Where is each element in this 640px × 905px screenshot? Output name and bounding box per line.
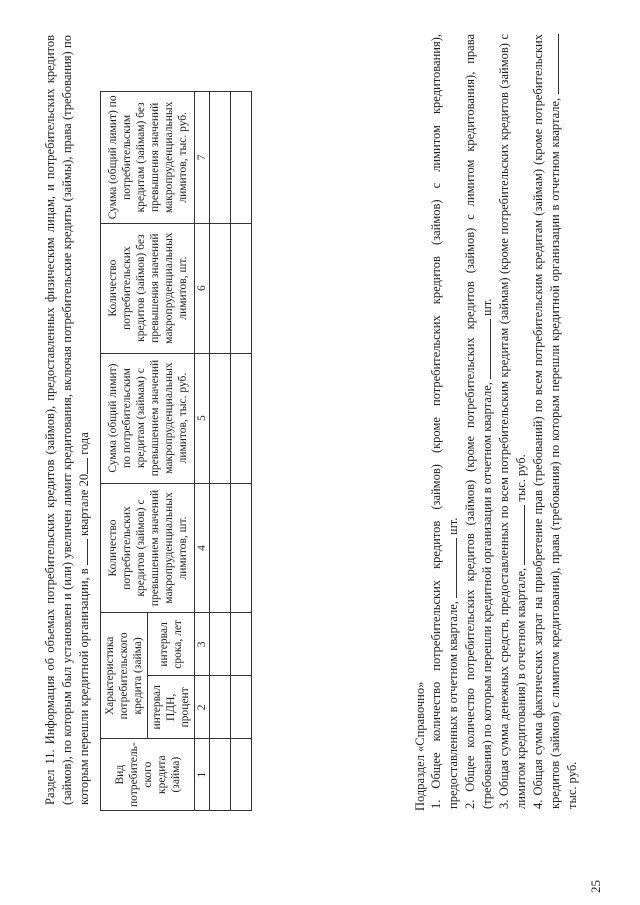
column-number: 3 xyxy=(195,613,210,676)
reference-list xyxy=(428,34,581,809)
quarter-blank xyxy=(76,539,88,565)
list-item xyxy=(462,34,496,809)
table-cell xyxy=(231,223,252,353)
table-cell xyxy=(231,92,252,224)
section-heading xyxy=(42,35,93,805)
column-number: 1 xyxy=(195,739,210,811)
item-unit: шт. xyxy=(446,517,460,535)
table-cell xyxy=(210,676,231,739)
header-count-exceed: Количество потребительских кредитов (займов) с превышением значений макропруденциальных лимитов, шт. xyxy=(101,483,195,613)
page-number: 25 xyxy=(588,880,603,893)
table-cell xyxy=(210,739,231,811)
item-unit: тыс. руб. xyxy=(514,454,528,502)
table-header-row xyxy=(101,92,148,811)
column-number: 6 xyxy=(195,223,210,353)
table-cell xyxy=(231,676,252,739)
heading-text: Раздел 11. Информация об объемах потребительских кредитов (займов), предоставленных физическим лицам, и потребительских кредитов (займов), по которым был установлен и (или) увеличен лимит кредитования, включая потребительские кредиты (займы), права (требования) по которым перешли кредитной организации, в xyxy=(43,35,91,805)
table-cell xyxy=(231,353,252,483)
value-blank xyxy=(547,34,559,94)
column-number: 5 xyxy=(195,353,210,483)
list-item xyxy=(530,34,581,809)
header-count-noexceed: Количество потребительских кредитов (займов) без превышения значений макропруденциальных лимитов, шт. xyxy=(101,223,195,353)
table-cell xyxy=(231,739,252,811)
column-number: 4 xyxy=(195,483,210,613)
table-cell xyxy=(231,483,252,613)
column-number: 7 xyxy=(195,92,210,224)
table-cell xyxy=(210,92,231,224)
header-sum-noexceed: Сумма (общий лимит) по потребительским кредитам (займам) без превышения значений макропруденциальных лимитов, тыс. руб. xyxy=(101,92,195,224)
table-row xyxy=(210,92,231,811)
list-item xyxy=(428,34,462,809)
header-characteristic: Характеристика потребительского кредита (займа) xyxy=(101,613,148,739)
subsection-title: Подраздел «Справочно» xyxy=(413,681,427,811)
header-term-interval: интервал срока, лет xyxy=(148,613,195,676)
item-unit: шт. xyxy=(480,298,494,316)
heading-quarter: квартале 20 xyxy=(77,473,91,537)
table-cell xyxy=(210,483,231,613)
column-number-row xyxy=(195,92,210,811)
item-text: 3. Общая сумма денежных средств, предоставленных по всем потребительским кредитам (займам) (кроме потребительских кредитов (займов) с лимитом кредитования) в отчетном квартале, xyxy=(497,34,528,809)
item-text: 4. Общая сумма фактических затрат на приобретение прав (требований) по всем потребительским кредитам (займам) (кроме потребительских кредитов (займов) с лимитом кредитования), права (требования) по которым перешли кредитной организации в отчетном квартале, xyxy=(531,34,562,809)
header-sum-exceed: Сумма (общий лимит) по потребительским кредитам (займам) с превышением значений макропруденциальных лимитов, тыс. руб. xyxy=(101,353,195,483)
table-cell xyxy=(210,353,231,483)
header-pdn-interval: интервал ПДН, процент xyxy=(148,676,195,739)
header-loan-type: Вид потребитель-ского кредита (займа) xyxy=(101,739,195,811)
loan-table xyxy=(100,91,252,811)
item-unit: тыс. руб. xyxy=(565,761,579,809)
value-blank xyxy=(513,505,525,565)
table-cell xyxy=(210,613,231,676)
value-blank xyxy=(479,319,491,379)
year-blank xyxy=(76,458,88,474)
list-item xyxy=(496,34,530,809)
column-number: 2 xyxy=(195,676,210,739)
table-cell xyxy=(231,613,252,676)
item-text: 2. Общее количество потребительских кредитов (займов) (кроме потребительских кредитов (займов) с лимитом кредитования), права (требования) по которым перешли кредитной организации в отчетном квартале, xyxy=(463,34,494,809)
table-row xyxy=(231,92,252,811)
item-text: 1. Общее количество потребительских кредитов (займов) (кроме потребительских кредитов (займов) с лимитом кредитования), предоставленных в отчетном квартале, xyxy=(429,34,460,809)
table-cell xyxy=(210,223,231,353)
value-blank xyxy=(445,538,457,598)
heading-year: года xyxy=(77,432,91,455)
